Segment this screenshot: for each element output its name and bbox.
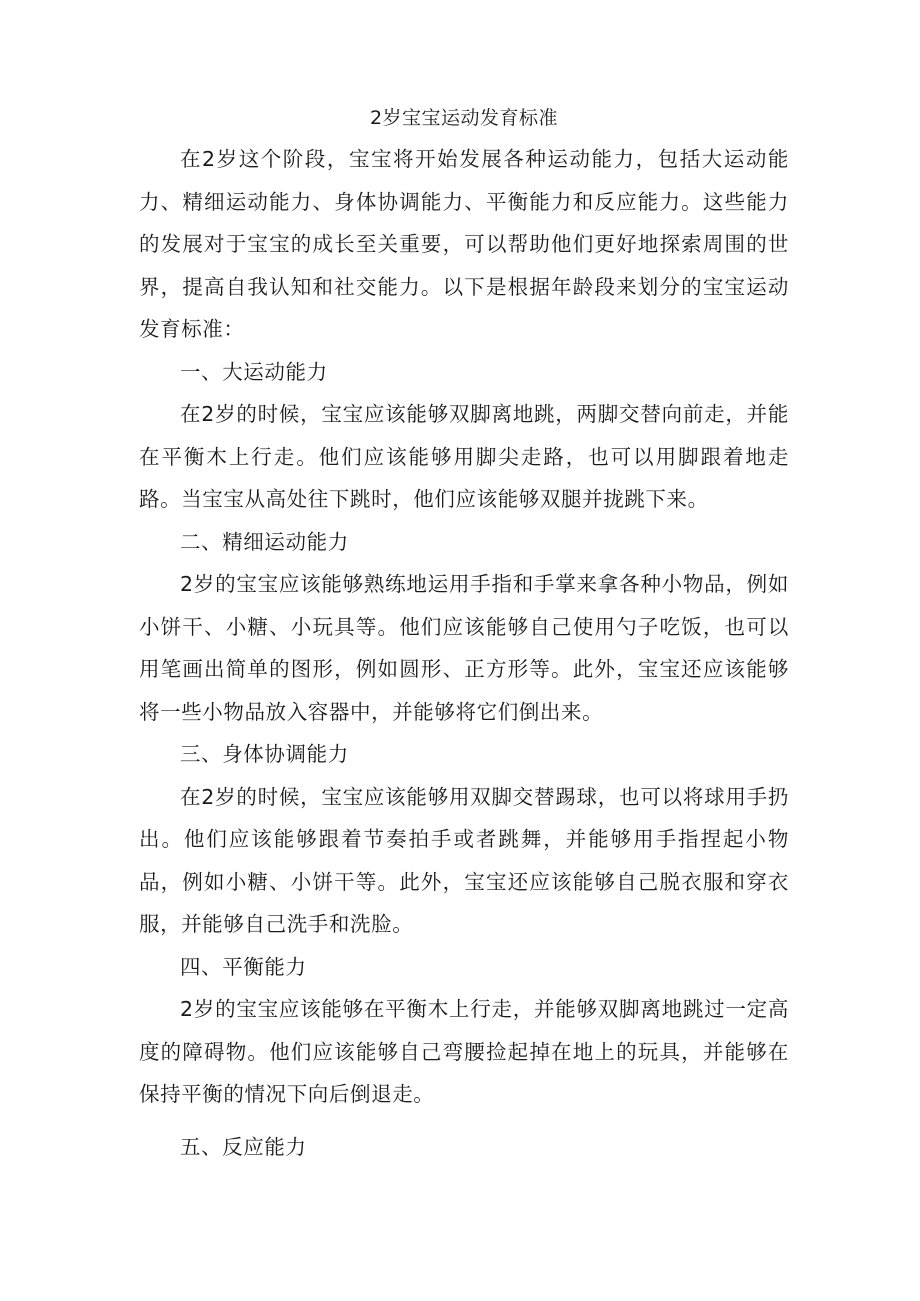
section-body-coordination: 在2岁的时候，宝宝应该能够用双脚交替踢球，也可以将球用手扔出。他们应该能够跟着节奏拍手或者跳舞，并能够用手指捏起小物品，例如小糖、小饼干等。此外，宝宝还应该能够自己脱衣服和穿衣服，并能够自己洗手和洗脸。 [139, 784, 789, 936]
section-heading-reaction: 五、反应能力 [180, 1134, 307, 1159]
section-body-balance: 2岁的宝宝应该能够在平衡木上行走，并能够双脚离地跳过一定高度的障碍物。他们应该能够自己弯腰捡起掉在地上的玩具，并能够在保持平衡的情况下向后倒退走。 [139, 997, 789, 1106]
section-heading-fine-motor: 二、精细运动能力 [180, 529, 349, 554]
section-heading-balance: 四、平衡能力 [180, 954, 307, 979]
section-body-fine-motor: 2岁的宝宝应该能够熟练地运用手指和手掌来拿各种小物品，例如小饼干、小糖、小玩具等。他们应该能够自己使用勺子吃饭，也可以用笔画出简单的图形，例如圆形、正方形等。此外，宝宝还应该能够将一些小物品放入容器中，并能够将它们倒出来。 [139, 572, 789, 724]
section-heading-gross-motor: 一、大运动能力 [180, 359, 328, 384]
section-heading-coordination: 三、身体协调能力 [180, 742, 349, 766]
intro-paragraph: 在2岁这个阶段，宝宝将开始发展各种运动能力，包括大运动能力、精细运动能力、身体协调能力、平衡能力和反应能力。这些能力的发展对于宝宝的成长至关重要，可以帮助他们更好地探索周围的世界，提高自我认知和社交能力。以下是根据年龄段来划分的宝宝运动发育标准： [139, 147, 789, 341]
document-title: 2岁宝宝运动发育标准 [369, 107, 559, 129]
section-body-gross-motor: 在2岁的时候，宝宝应该能够双脚离地跳，两脚交替向前走，并能在平衡木上行走。他们应该能够用脚尖走路，也可以用脚跟着地走路。当宝宝从高处往下跳时，他们应该能够双腿并拢跳下来。 [139, 402, 789, 511]
document-content [139, 100, 789, 1168]
